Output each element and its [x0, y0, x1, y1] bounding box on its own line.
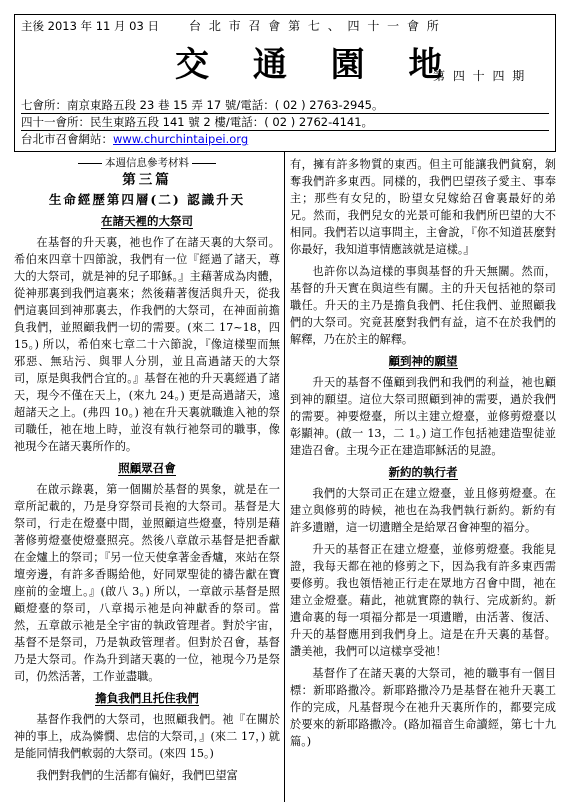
right-column	[290, 156, 556, 755]
bulletin-header	[14, 14, 556, 152]
paragraph: 基督作了在諸天裏的大祭司，祂的職事有一個目標：新耶路撒冷。新耶路撒冷乃是基督在祂升天裏工作的完成，凡基督現今在祂升天裏所作的，都要完成於要來的新耶路撒冷。(路加福音生命讀經，第七十九篇。)	[290, 667, 556, 748]
address-block	[21, 97, 549, 148]
paragraph: 也許你以為這樣的事與基督的升天無關。然而，基督的升天實在與這些有關。主的升天包括祂的祭司職任。升天的主乃是擔負我們、托住我們、並照顧我們的大祭司。究竟甚麼對我們有益，這不在於我們的解釋，乃在於主的解釋。	[290, 265, 556, 346]
address-hall-41: 四十一會所：民生東路五段 141 號 2 樓/電話：( 02 ) 2762-4141。	[21, 114, 549, 131]
paragraph: 在啟示錄裏，第一個關於基督的異象，就是在一章所記載的，乃是身穿祭司長袍的大祭司。基督是大祭司，行走在燈臺中間，並照顧這些燈臺，特別是藉著修剪燈臺使燈臺照亮。然後八章啟示基督是把香獻在金爐上的祭司；『另一位天使拿著金香爐，來站在祭壇旁邊，有許多香賜給他，好同眾聖徒的禱告獻在寶座前的金壇上。』(啟八 3。) 所以，一章啟示基督是照顧燈臺的祭司，八章揭示祂是向神獻香的祭司。當然，五章啟示祂是全宇宙的執政管理者。對於宇宙，基督不是祭司，乃是執政管理者。但對於召會，基督乃是大祭司。作為升到諸天裏的一位，祂現今乃是祭司，仍然活著，工作並盡職。	[14, 483, 280, 683]
issue-number: 第 四 十 四 期	[433, 69, 527, 83]
address-hall-7: 七會所：南京東路五段 23 巷 15 弄 17 號/電話：( 02 ) 2763-2945。	[21, 97, 549, 114]
paragraph: 我們對我們的生活都有偏好，我們巴望富	[36, 769, 238, 782]
section-title: 顧到神的願望	[388, 354, 458, 368]
paragraph: 我們的大祭司正在建立燈臺，並且修剪燈臺。在建立與修剪的時候，祂也在為我們執行新約。新約有許多遺贈，這一切遺贈全是給眾召會神聖的福分。	[290, 487, 556, 534]
paragraph: 升天的基督不僅顧到我們和我們的利益，祂也顧到神的願望。這位大祭司照顧到神的需要，過於我們的需要。神要燈臺，所以主建立燈臺，並修剪燈臺以彰顯神。(啟一 13，二 1。) 這工作包括祂建造聖徒並建造召會。主現今正在建造耶穌活的見證。	[290, 376, 556, 457]
church-name: 台 北 市 召 會 第 七 、 四 十 一 會 所	[189, 19, 441, 33]
part-title: 第三篇	[122, 172, 172, 188]
section-title: 擔負我們且托住我們	[95, 691, 199, 705]
website-link[interactable]: www.churchintaipei.org	[113, 132, 249, 146]
section-title: 照顧眾召會	[118, 461, 176, 475]
heading-rule-right	[192, 163, 216, 164]
website-line	[21, 131, 549, 148]
paragraph: 升天的基督正在建立燈臺，並修剪燈臺。我能見證，我每天都在祂的修剪之下，因為我有許多東西需要修剪。我也領悟祂正行走在眾地方召會中間，祂在建立金燈臺。藉此，祂就實際的執行、完成新約。新遺命裏的每一項福分都是一項遺贈，由活著、復活、升天的基督應用到我們身上。這是在升天裏的基督。讚美祂，我們可以這樣享受祂！	[290, 543, 556, 658]
reference-heading-text: 本週信息參考材料	[105, 157, 189, 169]
column-divider	[284, 152, 285, 802]
bulletin-title: 交 通 園 地	[175, 45, 459, 85]
paragraph: 在基督的升天裏，祂也作了在諸天裏的大祭司。希伯來四章十四節說，我們有一位『經過了諸天，尊大的大祭司，就是神的兒子耶穌。』主藉著成為肉體，從神那裏到我們這裏來；然後藉著復活與升天，從我們這裏回到神那裏去，作我們的大祭司，在神面前擔負我們，並照顧我們一切的需要。(來二 17~18，四 15。) 所以，希伯來七章二十六節說，『像這樣聖而無邪惡、無玷污、與罪人分別，並且高過諸天的大祭司，原是與我們合宜的。』基督在祂的升天裏經過了諸天，現今不僅在天上，(來九 24。) 更是高過諸天，遠超諸天之上。(弗四 10。) 祂在升天裏就職進入祂的祭司職任，祂在地上時，並沒有執行祂祭司的職事，像祂現今在諸天裏所作的。	[14, 236, 280, 453]
heading-rule-left	[78, 163, 102, 164]
reference-heading	[14, 156, 280, 171]
section-title: 新約的執行者	[388, 465, 458, 479]
paragraph: 基督作我們的大祭司，也照顧我們。祂『在關於神的事上，成為憐憫、忠信的大祭司，』(來二 17，) 就是能同情我們軟弱的大祭司。(來四 15。)	[14, 713, 280, 760]
issue-date: 主後 2013 年 11 月 03 日	[21, 19, 159, 33]
left-column	[14, 156, 280, 789]
section-title: 在諸天裡的大祭司	[101, 214, 193, 228]
website-label: 台北市召會網站：	[21, 132, 113, 146]
paragraph-continued: 有，擁有許多物質的東西。但主可能讓我們貧窮，剝奪我們許多東西。同樣的，我們巴望孩子愛主、事奉主；那些有女兒的，盼望女兒嫁給召會裏最好的弟兄。然而，我們兒女的光景可能和我們所巴望的大不相同。我們若以這事問主，主會說，『你不知道甚麼對你最好，我知道事情應該就是這樣。』	[290, 158, 556, 256]
chapter-title: 生命經歷第四層(二) 認識升天	[48, 192, 246, 207]
